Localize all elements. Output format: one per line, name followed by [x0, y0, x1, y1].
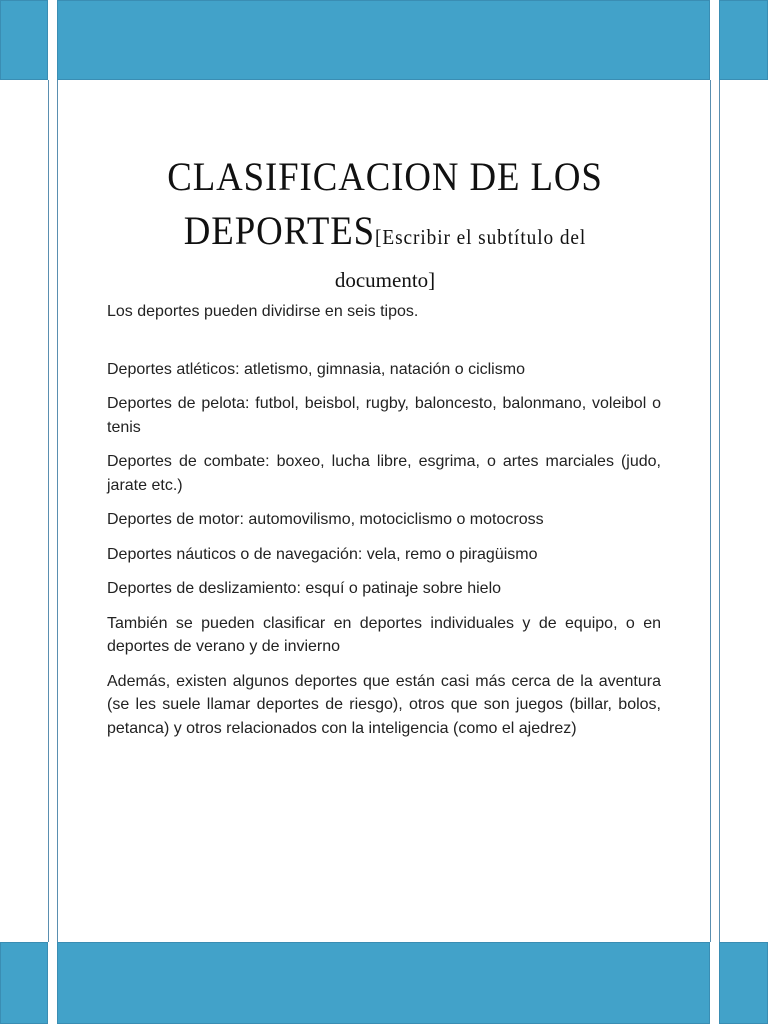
top-left-band	[0, 0, 48, 80]
subtitle-placeholder-cont[interactable]: documento]	[334, 268, 436, 292]
paragraph-pelota: Deportes de pelota: futbol, beisbol, rugby, baloncesto, balonmano, voleibol o tenis	[107, 395, 661, 436]
paragraph-atleticos: Deportes atléticos: atletismo, gimnasia, natación o ciclismo	[107, 360, 525, 378]
paragraph-ademas: Además, existen algunos deportes que están casi más cerca de la aventura (se les suele llamar deportes de riesgo), otros que son juegos (billar, bolos, petanca) y otros relacionados con la inteligencia (como el ajedrez)	[107, 672, 661, 737]
bottom-center-band	[57, 942, 710, 1024]
bottom-right-band	[719, 942, 768, 1024]
border-line-right-outer	[719, 80, 720, 942]
border-line-left-outer	[48, 80, 49, 942]
bottom-left-band	[0, 942, 48, 1024]
subtitle-placeholder[interactable]: [Escribir el subtítulo del	[375, 225, 587, 249]
title-line-2: DEPORTES	[183, 208, 376, 253]
top-right-band	[719, 0, 768, 80]
paragraph-clasificacion: También se pueden clasificar en deportes individuales y de equipo, o en deportes de verano y de invierno	[107, 614, 661, 655]
paragraph-motor: Deportes de motor: automovilismo, motociclismo o motocross	[107, 511, 544, 528]
title-block	[110, 150, 660, 293]
top-center-band	[57, 0, 710, 80]
document-title	[132, 150, 638, 264]
document-body	[107, 300, 661, 751]
paragraph-nauticos: Deportes náuticos o de navegación: vela, remo o piragüismo	[107, 545, 538, 563]
paragraph-intro: Los deportes pueden dividirse en seis tipos.	[107, 303, 419, 320]
title-line-1: CLASIFICACION DE LOS	[167, 154, 603, 199]
paragraph-deslizamiento: Deportes de deslizamiento: esquí o patinaje sobre hielo	[107, 580, 502, 597]
paragraph-combate: Deportes de combate: boxeo, lucha libre, esgrima, o artes marciales (judo, jarate etc.)	[107, 453, 661, 494]
border-line-right-inner	[710, 80, 711, 942]
border-line-left-inner	[57, 80, 58, 942]
